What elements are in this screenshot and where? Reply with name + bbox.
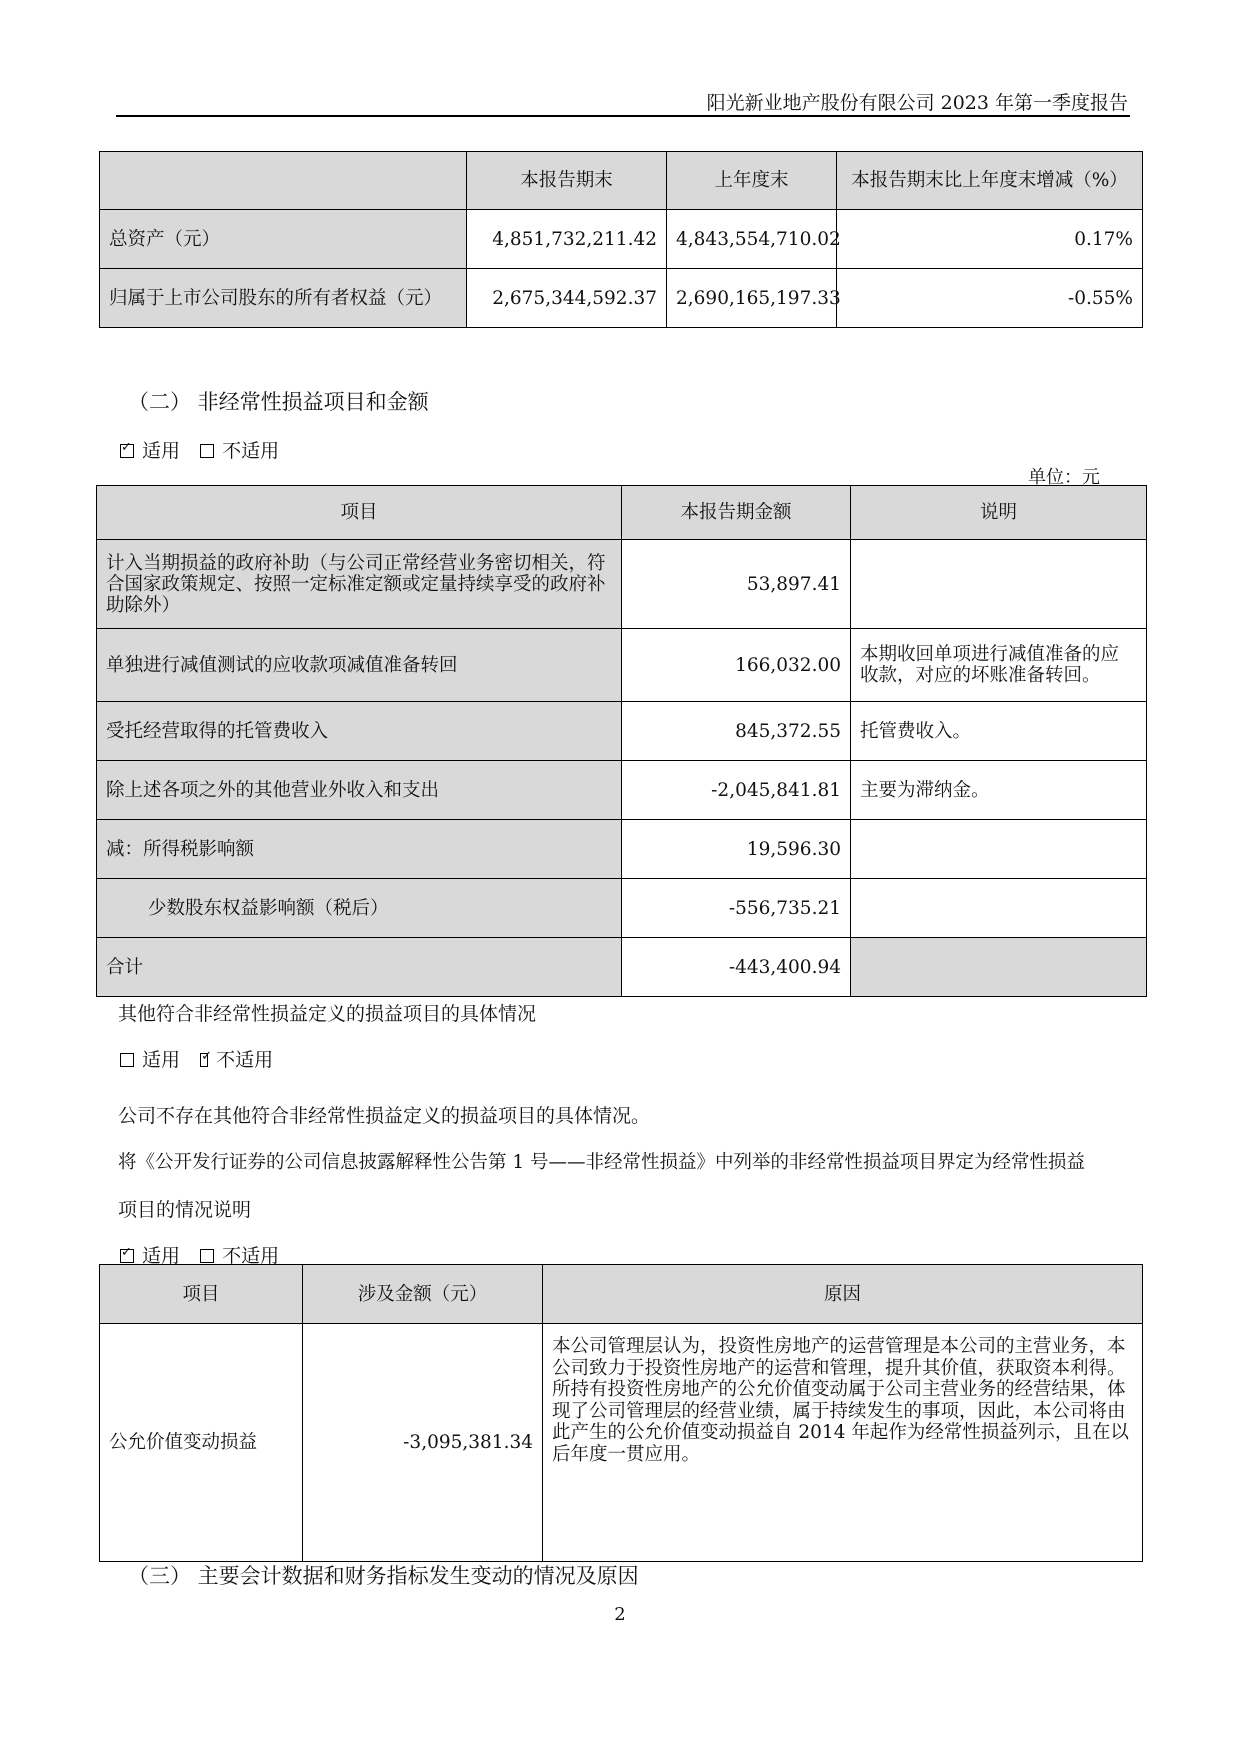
row-item: 单独进行减值测试的应收款项减值准备转回	[97, 629, 622, 702]
row-reason: 本公司管理层认为，投资性房地产的运营管理是本公司的主营业务，本公司致力于投资性房地产的运营和管理，提升其价值，获取资本利得。所持有投资性房地产的公允价值变动属于公司主营业务的经营结果，体现了公司管理层的经营业绩，属于持续发生的事项，因此，本公司将由此产生的公允价值变动损益自 2014 年起作为经常性损益列示，且在以后年度一贯应用。	[543, 1324, 1143, 1562]
row-amount: 845,372.55	[622, 702, 851, 761]
table-header-cell: 原因	[543, 1265, 1143, 1324]
row-note: 本期收回单项进行减值准备的应收款，对应的坏账准备转回。	[851, 629, 1147, 702]
row-label: 总资产（元）	[100, 210, 467, 269]
applicable-label: 适用	[142, 1049, 181, 1071]
row-amount: 53,897.41	[622, 540, 851, 629]
applicability-selector	[120, 436, 279, 463]
table-row	[97, 702, 1147, 761]
row-note: 托管费收入。	[851, 702, 1147, 761]
table-header-row	[100, 1265, 1143, 1324]
table-header-cell	[100, 152, 467, 210]
not-applicable-label: 不适用	[216, 1049, 274, 1071]
non-recurring-items-table	[96, 485, 1147, 997]
table-header-cell: 项目	[97, 486, 622, 540]
other-items-applicability	[120, 1045, 273, 1072]
row-note	[851, 879, 1147, 938]
header-rule	[116, 115, 1130, 117]
cell-current: 2,675,344,592.37	[467, 269, 667, 328]
row-item: 减：所得税影响额	[97, 820, 622, 879]
other-items-title: 其他符合非经常性损益定义的损益项目的具体情况	[118, 1003, 537, 1025]
table-row	[100, 269, 1143, 328]
reclass-line-1: 将《公开发行证券的公司信息披露解释性公告第 1 号——非经常性损益》中列举的非经常性损益项目界定为经常性损益	[118, 1152, 1086, 1173]
table-header-row	[100, 152, 1143, 210]
row-item: 受托经营取得的托管费收入	[97, 702, 622, 761]
section-2-title: （二） 非经常性损益项目和金额	[128, 390, 429, 414]
row-amount: 19,596.30	[622, 820, 851, 879]
reclassified-items-table	[99, 1264, 1143, 1562]
not-applicable-label: 不适用	[222, 1245, 280, 1267]
row-amount: -443,400.94	[622, 938, 851, 997]
table-row	[97, 540, 1147, 629]
unit-label: 单位：元	[1028, 467, 1100, 488]
cell-change: -0.55%	[837, 269, 1143, 328]
not-applicable-label: 不适用	[222, 440, 280, 462]
table-row	[97, 820, 1147, 879]
table-header-row	[97, 486, 1147, 540]
cell-change: 0.17%	[837, 210, 1143, 269]
reclass-line-2: 项目的情况说明	[118, 1199, 252, 1221]
table-header-cell: 本报告期金额	[622, 486, 851, 540]
row-item: 除上述各项之外的其他营业外收入和支出	[97, 761, 622, 820]
row-item: 合计	[97, 938, 622, 997]
table-header-cell: 上年度末	[667, 152, 837, 210]
row-item: 少数股东权益影响额（税后）	[97, 879, 622, 938]
page-number: 2	[614, 1604, 626, 1625]
row-amount: 166,032.00	[622, 629, 851, 702]
empty-checkbox-icon[interactable]	[120, 1053, 134, 1067]
table-header-cell: 说明	[851, 486, 1147, 540]
row-note: 主要为滞纳金。	[851, 761, 1147, 820]
empty-checkbox-icon[interactable]	[200, 444, 214, 458]
row-item: 计入当期损益的政府补助（与公司正常经营业务密切相关，符合国家政策规定、按照一定标准定额或定量持续享受的政府补助除外）	[97, 540, 622, 629]
row-amount: -556,735.21	[622, 879, 851, 938]
table-row	[97, 938, 1147, 997]
row-note	[851, 540, 1147, 629]
row-amount: -2,045,841.81	[622, 761, 851, 820]
cell-prior: 2,690,165,197.33	[667, 269, 837, 328]
table-row	[100, 210, 1143, 269]
table-header-cell: 涉及金额（元）	[303, 1265, 543, 1324]
table-row	[97, 629, 1147, 702]
applicable-label: 适用	[142, 1245, 181, 1267]
checked-checkbox-icon[interactable]	[200, 1053, 208, 1067]
table-header-cell: 本报告期末比上年度末增减（%）	[837, 152, 1143, 210]
table-header-cell: 本报告期末	[467, 152, 667, 210]
checked-checkbox-icon[interactable]	[120, 444, 134, 458]
balance-sheet-table	[99, 151, 1143, 328]
cell-current: 4,851,732,211.42	[467, 210, 667, 269]
table-header-cell: 项目	[100, 1265, 303, 1324]
row-label: 归属于上市公司股东的所有者权益（元）	[100, 269, 467, 328]
table-row	[97, 879, 1147, 938]
checked-checkbox-icon[interactable]	[120, 1249, 134, 1263]
row-item: 公允价值变动损益	[100, 1324, 303, 1562]
section-3-title: （三） 主要会计数据和财务指标发生变动的情况及原因	[128, 1564, 639, 1588]
other-items-statement: 公司不存在其他符合非经常性损益定义的损益项目的具体情况。	[118, 1105, 651, 1127]
empty-checkbox-icon[interactable]	[200, 1249, 214, 1263]
table-row	[100, 1324, 1143, 1562]
cell-prior: 4,843,554,710.02	[667, 210, 837, 269]
applicable-label: 适用	[142, 440, 181, 462]
table-row	[97, 761, 1147, 820]
row-amount: -3,095,381.34	[303, 1324, 543, 1562]
page-header-title: 阳光新业地产股份有限公司 2023 年第一季度报告	[706, 92, 1128, 114]
row-note	[851, 820, 1147, 879]
row-note	[851, 938, 1147, 997]
